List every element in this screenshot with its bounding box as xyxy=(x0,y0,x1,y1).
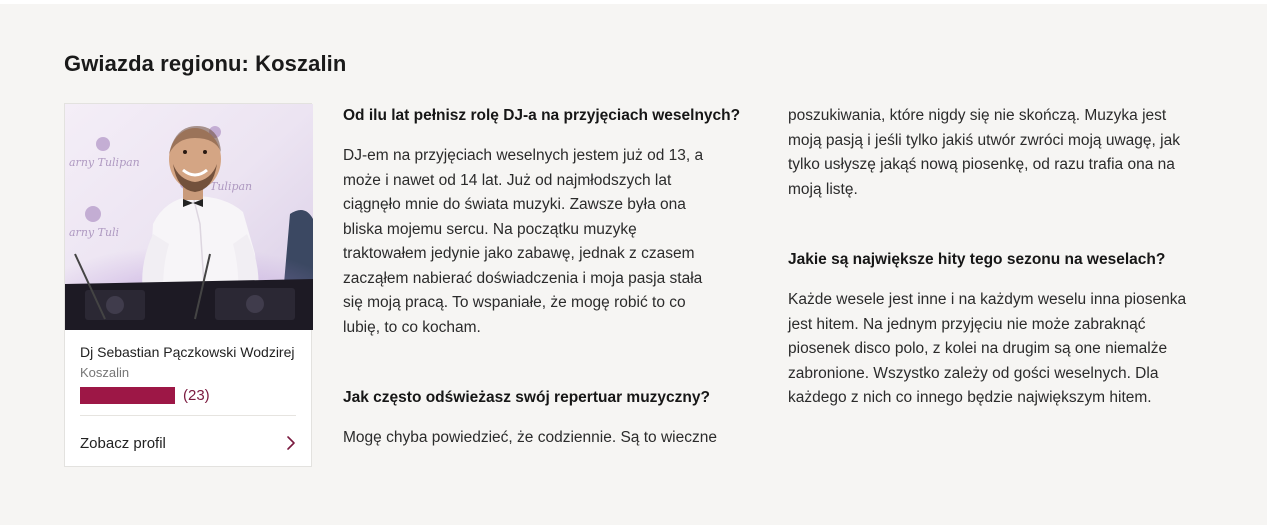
view-profile-label: Zobacz profil xyxy=(80,434,166,452)
interview-answer: DJ-em na przyjęciach weselnych jestem już od 13, a może i nawet od 14 lat. Już od najmłodszych lat ciągnęło mnie do świata muzyki. Zawsze była ona bliska mojemu sercu. Na początku muzykę traktowałem jedynie jako zabawę, jednak z czasem zacząłem nabierać doświadczenia i moja pasja stała się moją pracą. To wspaniałe, że mogę robić to co lubię, to co kocham. xyxy=(343,147,704,336)
interview-question: Jakie są największe hity tego sezonu na weselach? xyxy=(788,251,1166,268)
svg-text:arny Tulipan: arny Tulipan xyxy=(69,156,140,169)
interview-answer: poszukiwania, które nigdy się nie skończą. Muzyka jest moją pasją i jeśli tylko jakiś utwór zwróci moją uwagę, jak tylko usłyszę jakąś nową piosenkę, od razu trafia ona na moją listę. xyxy=(788,107,1180,198)
interview-question: Od ilu lat pełnisz rolę DJ-a na przyjęciach weselnych? xyxy=(343,107,741,124)
vendor-photo-image xyxy=(65,104,313,330)
chevron-right-icon xyxy=(286,435,296,451)
vendor-card[interactable] xyxy=(64,103,312,467)
card-divider xyxy=(80,415,296,416)
svg-text:Tulipan: Tulipan xyxy=(210,180,253,193)
interview-question: Jak często odświeżasz swój repertuar muzyczny? xyxy=(343,389,710,406)
interview-column-2 xyxy=(788,104,1208,411)
interview-column-1 xyxy=(343,104,763,451)
rating-count: (23) xyxy=(183,387,210,404)
vendor-city: Koszalin xyxy=(80,365,130,380)
view-profile-link[interactable] xyxy=(80,426,296,460)
section-title: Gwiazda regionu: Koszalin xyxy=(64,51,347,76)
interview-answer: Każde wesele jest inne i na każdym weselu inna piosenka jest hitem. Na jednym przyjęciu nie może zabraknąć piosenek disco polo, z kolei na drugim są one niemalże zabronione. Wszystko zależy od gości weselnych. Dla każdego z nich co innego będzie największym hitem. xyxy=(788,291,1187,406)
rating-bar xyxy=(80,387,175,404)
rating-bar-fill xyxy=(80,387,175,404)
vendor-name[interactable]: Dj Sebastian Pączkowski Wodzirej xyxy=(80,344,295,360)
interview-answer: Mogę chyba powiedzieć, że codziennie. Są to wieczne xyxy=(343,429,717,446)
vendor-photo[interactable] xyxy=(65,104,313,330)
page-background xyxy=(0,4,1267,525)
